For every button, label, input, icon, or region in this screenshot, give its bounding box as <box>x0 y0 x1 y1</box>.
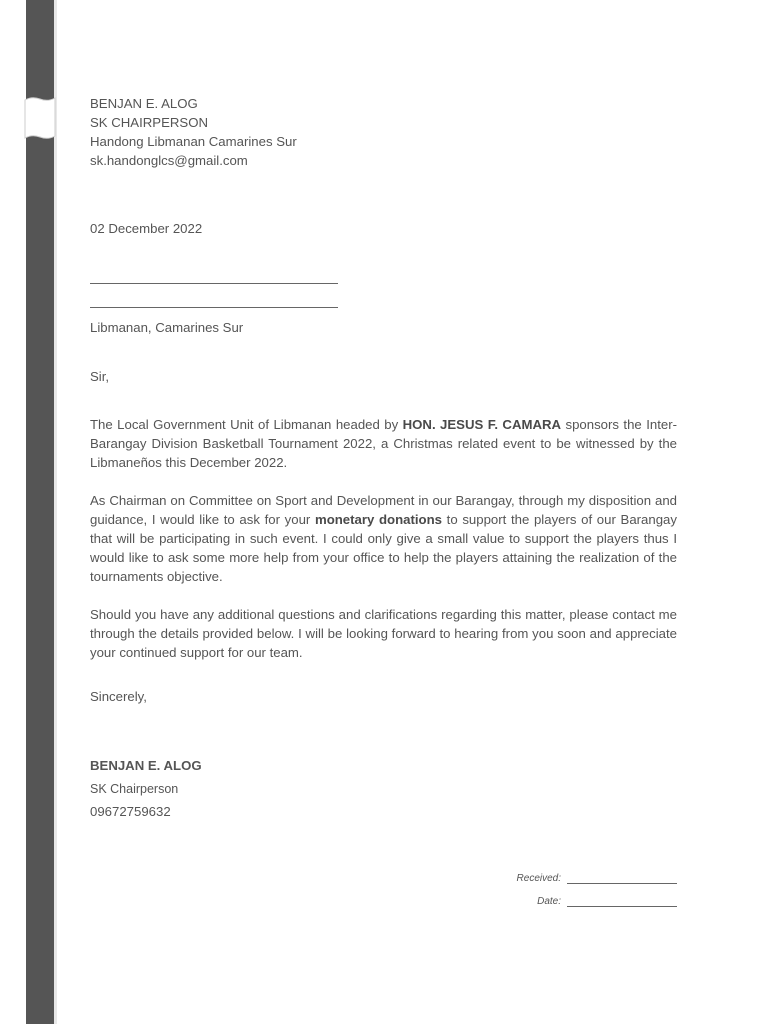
paragraph-2-text-b: to support the players of our Barangay that will be participating in such event. I could only give a small value to support the players thus I would like to ask some more help from your office to help the players attaining the realization of the tournaments objective. <box>90 512 677 584</box>
recipient-office-blank <box>90 307 338 308</box>
document-side-bar <box>26 0 54 1024</box>
paragraph-2 <box>90 491 677 586</box>
sender-email: sk.handonglcs@gmail.com <box>90 153 248 168</box>
sender-name: BENJAN E. ALOG <box>90 96 198 111</box>
paragraph-1 <box>90 415 677 472</box>
closing: Sincerely, <box>90 689 147 704</box>
bookmark-tab-icon <box>24 96 56 142</box>
salutation: Sir, <box>90 369 110 384</box>
sender-address: Handong Libmanan Camarines Sur <box>90 134 297 149</box>
sender-block <box>90 94 297 170</box>
receipt-date-field <box>537 896 677 907</box>
received-field <box>517 873 677 884</box>
signature-name: BENJAN E. ALOG <box>90 758 202 773</box>
receipt-date-blank-line <box>567 896 677 907</box>
paragraph-3: Should you have any additional questions and clarifications regarding this matter, please contact me through the details provided below. I will be looking forward to hearing from you soon and appreciate your continued support for our team. <box>90 607 677 660</box>
paragraph-1-text-a: The Local Government Unit of Libmanan headed by <box>90 417 403 432</box>
receipt-date-label: Date: <box>537 896 561 907</box>
paragraph-1-text-b: sponsors the Inter-Barangay Division Basketball Tournament 2022, a Christmas related event to be witnessed by the Libmaneños this December 2022. <box>90 417 677 470</box>
letter-date: 02 December 2022 <box>90 221 203 236</box>
paragraph-1-bold: HON. JESUS F. CAMARA <box>402 417 562 432</box>
received-blank-line <box>567 873 677 884</box>
signature-title: SK Chairperson <box>90 782 179 796</box>
received-label: Received: <box>516 873 561 884</box>
sender-title: SK CHAIRPERSON <box>90 115 208 130</box>
recipient-name-blank <box>90 283 338 284</box>
signature-phone: 09672759632 <box>90 804 171 819</box>
paragraph-2-bold: monetary donations <box>314 512 442 527</box>
recipient-place: Libmanan, Camarines Sur <box>90 320 244 335</box>
page-edge <box>54 0 57 1024</box>
paragraph-2-text-a: As Chairman on Committee on Sport and Development in our Barangay, through my disposition and guidance, I would like to ask for your <box>90 493 677 527</box>
